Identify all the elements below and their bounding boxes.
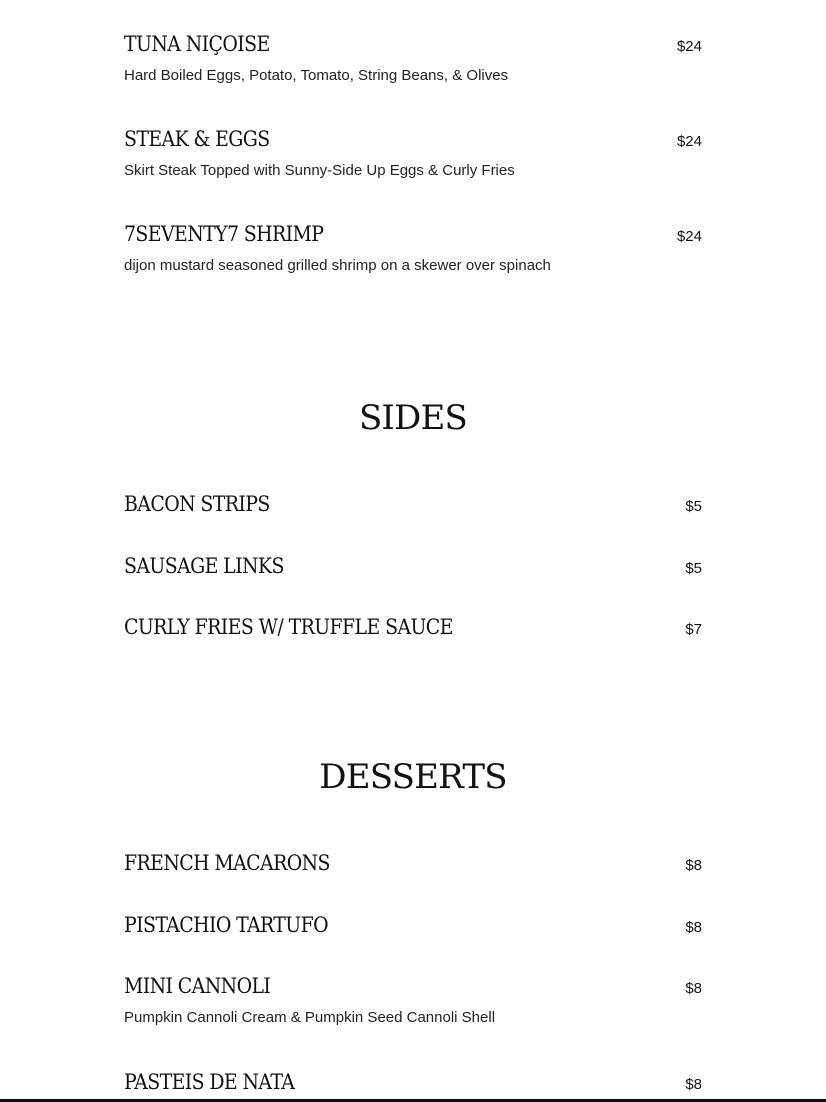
section-title-sides: SIDES bbox=[358, 398, 468, 438]
menu-item-header bbox=[124, 127, 702, 151]
menu-item-name: SAUSAGE LINKS bbox=[124, 554, 284, 578]
menu-item-name: PISTACHIO TARTUFO bbox=[124, 913, 328, 937]
menu-item-name: CURLY FRIES W/ TRUFFLE SAUCE bbox=[124, 615, 453, 639]
menu-item-header bbox=[124, 492, 702, 516]
menu-item-price: $5 bbox=[685, 498, 702, 515]
menu-item-price: $24 bbox=[676, 38, 702, 55]
menu-item-price: $7 bbox=[685, 621, 702, 638]
menu-item-name: BACON STRIPS bbox=[124, 492, 270, 516]
menu-item-name: PASTEIS DE NATA bbox=[124, 1070, 295, 1094]
menu-item-header bbox=[124, 913, 702, 937]
menu-item-description: Hard Boiled Eggs, Potato, Tomato, String Beans, & Olives bbox=[124, 67, 509, 84]
menu-item bbox=[124, 554, 702, 578]
menu-item bbox=[124, 1070, 702, 1094]
menu-item-price: $8 bbox=[685, 1076, 702, 1093]
menu-item-description: Skirt Steak Topped with Sunny-Side Up Eggs & Curly Fries bbox=[124, 162, 515, 179]
menu-item-description: dijon mustard seasoned grilled shrimp on a skewer over spinach bbox=[124, 257, 551, 274]
menu-item-price: $5 bbox=[685, 560, 702, 577]
menu-item-price: $24 bbox=[676, 228, 702, 245]
menu-item-price: $8 bbox=[685, 857, 702, 874]
menu-item bbox=[124, 913, 702, 937]
menu-item bbox=[124, 492, 702, 516]
menu-item bbox=[124, 851, 702, 875]
menu-item-header bbox=[124, 851, 702, 875]
menu-item-name: FRENCH MACARONS bbox=[124, 851, 330, 875]
menu-item bbox=[124, 127, 702, 179]
menu-item-header bbox=[124, 32, 702, 56]
section-title-desserts: DESSERTS bbox=[319, 757, 507, 797]
menu-item bbox=[124, 32, 702, 84]
menu-item-price: $24 bbox=[676, 133, 702, 150]
menu-item-header bbox=[124, 222, 702, 246]
menu-item bbox=[124, 615, 702, 639]
menu-item-description: Pumpkin Cannoli Cream & Pumpkin Seed Cannoli Shell bbox=[124, 1009, 496, 1026]
menu-item bbox=[124, 222, 702, 274]
menu-item-price: $8 bbox=[685, 980, 702, 997]
menu-item-header bbox=[124, 1070, 702, 1094]
menu-item-name: MINI CANNOLI bbox=[124, 974, 271, 998]
menu-item-header bbox=[124, 554, 702, 578]
menu-item-price: $8 bbox=[685, 919, 702, 936]
menu-item bbox=[124, 974, 702, 1026]
menu-item-header bbox=[124, 615, 702, 639]
menu-item-header bbox=[124, 974, 702, 998]
menu-item-name: TUNA NIÇOISE bbox=[124, 32, 270, 56]
menu-item-name: STEAK & EGGS bbox=[124, 127, 270, 151]
menu-item-name: 7SEVENTY7 SHRIMP bbox=[124, 222, 324, 246]
